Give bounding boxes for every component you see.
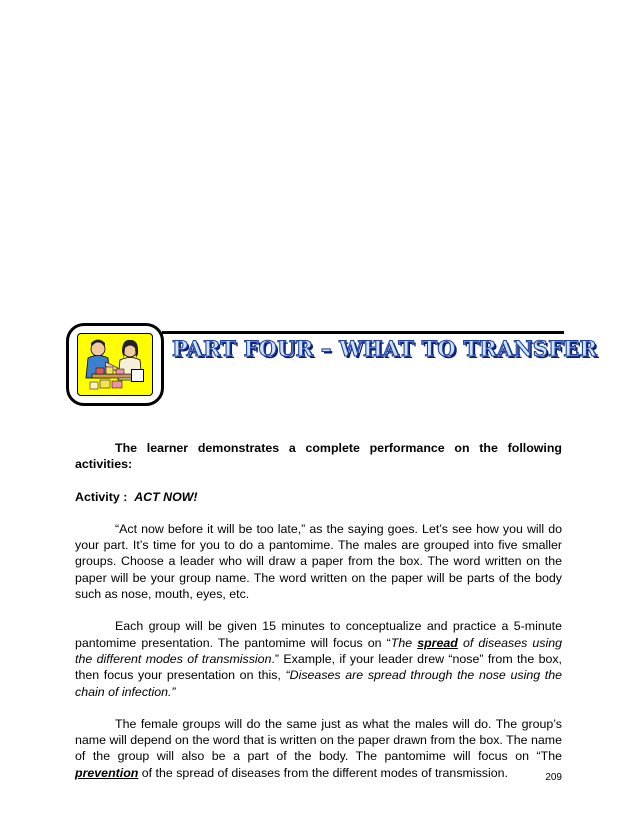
- activity-heading: [75, 489, 562, 505]
- header-rule: [162, 331, 564, 334]
- p2-keyword-spread: spread: [417, 635, 458, 650]
- p3-text-3: of the spread of diseases from the different modes of transmission.: [138, 765, 508, 780]
- p2-text-2: The: [390, 635, 418, 650]
- p2-text-4: of diseases using the different modes of transmission: [75, 635, 563, 666]
- activity-name: ACT NOW!: [134, 489, 198, 504]
- body-text: [75, 440, 562, 781]
- activity-label: Activity :: [75, 489, 128, 504]
- p2-text-1: Each group will be given 15 minutes to conceptualize and practice a 5-minute pantomime presentation. The pantomime will focus on “: [75, 619, 562, 650]
- p3-keyword-prevention: prevention: [75, 765, 139, 780]
- paragraph-1: “Act now before it will be too late,” as the saying goes. Let’s see how you will do your part. It’s time for you to do a pantomime. The males are grouped into five smaller groups. Choose a leader who will draw a paper from the box. The word written on the paper will be your group name. The word written on the paper will be parts of the body such as nose, mouth, eyes, etc.: [75, 521, 562, 602]
- illustration-frame: [66, 323, 164, 406]
- checkbox-icon: [131, 369, 144, 382]
- students-working-illustration: [77, 333, 153, 396]
- intro-paragraph: The learner demonstrates a complete performance on the following activities:: [75, 441, 562, 472]
- section-header: [66, 323, 598, 408]
- paragraph-3: [75, 716, 562, 781]
- p3-text-1: The female groups will do the same just as what the males will do. The group’s name will depend on the word that is written on the paper drawn from the box. The name of the group will also be a part of the body. The pantomime will focus on “The: [75, 716, 562, 764]
- page-number: 209: [545, 772, 562, 783]
- p2-text-6: “Diseases are spread through the nose using the chain of infection.”: [75, 668, 562, 699]
- students-working-icon: [78, 334, 153, 396]
- p2-text-5: .” Example, if your leader drew “nose” from the box, then focus your presentation on this,: [75, 651, 562, 683]
- section-title: PART FOUR – WHAT TO TRANSFER: [172, 336, 598, 361]
- paragraph-2: [75, 618, 562, 699]
